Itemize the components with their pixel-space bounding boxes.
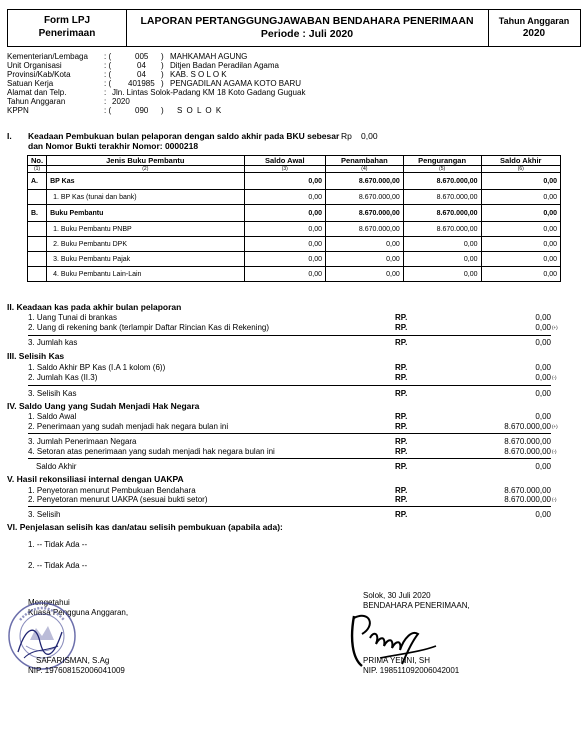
row-pengurangan: 0,00: [403, 237, 481, 252]
s5-row-label: 1. Penyetoran menurut Pembukuan Bendahara: [28, 486, 196, 495]
table-row: [28, 190, 561, 205]
s2-row-amount: 0,00: [535, 338, 551, 347]
section-4-title: IV. Saldo Uang yang Sudah Menjadi Hak Negara: [7, 401, 200, 411]
s5-row-rp: RP.: [395, 495, 408, 504]
row-name: 1. Buku Pembantu PNBP: [47, 222, 244, 237]
right-sign-place-date: Solok, 30 Juli 2020: [363, 591, 431, 600]
row-no: A.: [28, 173, 47, 190]
report-header: [7, 9, 581, 47]
row-name: 4. Buku Pembantu Lain-Lain: [47, 267, 244, 282]
left-sign-line1: Mengetahui: [28, 598, 70, 607]
s2-row-amount: 0,00: [535, 313, 551, 322]
row-name: 1. BP Kas (tunai dan bank): [47, 190, 244, 205]
right-sign-name: PRIMA YENNI, SH: [363, 656, 430, 665]
s5-row-rp: RP.: [395, 510, 408, 519]
section-1-amount: 0,00: [361, 131, 378, 141]
header-saldo-awal: Saldo Awal: [244, 156, 325, 166]
row-saldo-awal: 0,00: [244, 190, 325, 205]
row-penambahan: 8.670.000,00: [325, 222, 403, 237]
s2-row-label: 2. Uang di rekening bank (terlampir Daftar Rincian Kas di Rekening): [28, 323, 270, 332]
s4-row-label: 4. Setoran atas penerimaan yang sudah menjadi hak negara bulan ini: [28, 447, 275, 456]
s5-row-label: 3. Selisih: [28, 510, 61, 519]
form-code: Form LPJ: [43, 15, 91, 26]
table-body: [28, 173, 561, 282]
s4-row-rp: RP.: [395, 462, 408, 471]
row-pengurangan: 8.670.000,00: [403, 205, 481, 222]
ledger-table: [27, 155, 561, 282]
section-5-title: V. Hasil rekonsiliasi internal dengan UAKPA: [7, 474, 184, 484]
row-penambahan: 8.670.000,00: [325, 205, 403, 222]
s2-row-rp: RP.: [395, 338, 408, 347]
divider: [28, 433, 551, 434]
s3-row-mark: (-): [552, 375, 557, 380]
section-6-title: VI. Penjelasan selisih kas dan/atau selisih pembukuan (apabila ada):: [7, 522, 283, 532]
table-row: [28, 173, 561, 190]
s3-row-label: 2. Jumlah Kas (II.3): [28, 373, 98, 382]
s4-row-amount: 8.670.000,00: [504, 422, 551, 431]
s3-row-label: 1. Saldo Akhir BP Kas (I.A 1 kolom (6)): [28, 363, 166, 372]
report-period: Periode : Juli 2020: [260, 28, 354, 40]
section-1-subtitle: dan Nomor Bukti terakhir Nomor: 0000218: [28, 141, 199, 151]
s6-item: 1. -- Tidak Ada --: [28, 540, 88, 549]
row-pengurangan: 8.670.000,00: [403, 173, 481, 190]
s5-row-amount: 8.670.000,00: [504, 495, 551, 504]
report-title: LAPORAN PERTANGGUNGJAWABAN BENDAHARA PENERIMAAN: [140, 15, 474, 27]
row-penambahan: 8.670.000,00: [325, 190, 403, 205]
row-saldo-awal: 0,00: [244, 173, 325, 190]
s5-row-amount: 8.670.000,00: [504, 486, 551, 495]
row-saldo-awal: 0,00: [244, 252, 325, 267]
left-sign-nip: NIP. 197608152006041009: [28, 666, 125, 675]
row-name: Buku Pembantu: [47, 205, 244, 222]
s4-row-label: 3. Jumlah Penerimaan Negara: [28, 437, 137, 446]
s2-row-label: 3. Jumlah kas: [28, 338, 78, 347]
s5-row-rp: RP.: [395, 486, 408, 495]
section-1-rp: Rp: [341, 131, 352, 141]
table-header-row: [28, 156, 561, 166]
s3-row-rp: RP.: [395, 363, 408, 372]
table-row: [28, 205, 561, 222]
section-1-number: I.: [7, 131, 12, 141]
s3-row-rp: RP.: [395, 389, 408, 398]
row-saldo-awal: 0,00: [244, 237, 325, 252]
s5-row-amount: 0,00: [535, 510, 551, 519]
section-1-title: Keadaan Pembukuan bulan pelaporan dengan saldo akhir pada BKU sebesar: [28, 131, 340, 141]
row-saldo-akhir: 0,00: [481, 222, 561, 237]
s2-row-rp: RP.: [395, 323, 408, 332]
header-penambahan: Penambahan: [325, 156, 403, 166]
left-sign-line2: Kuasa Pengguna Anggaran,: [28, 608, 129, 617]
table-row: [28, 267, 561, 282]
s4-row-mark: (+): [552, 424, 558, 429]
row-no: [28, 252, 47, 267]
fiscal-year-value: 2020: [522, 28, 546, 39]
s6-item: 2. -- Tidak Ada --: [28, 561, 88, 570]
s4-row-amount: 0,00: [535, 412, 551, 421]
s4-row-amount: 0,00: [535, 462, 551, 471]
fiscal-year-label: Tahun Anggaran: [498, 16, 570, 26]
row-pengurangan: 8.670.000,00: [403, 222, 481, 237]
s4-row-mark: (-): [552, 449, 557, 454]
s4-row-label: Saldo Akhir: [36, 462, 77, 471]
s4-row-rp: RP.: [395, 412, 408, 421]
right-sign-nip: NIP. 198511092006042001: [363, 666, 460, 675]
row-saldo-akhir: 0,00: [481, 190, 561, 205]
s4-row-rp: RP.: [395, 447, 408, 456]
row-no: [28, 222, 47, 237]
s2-row-mark: (+): [552, 325, 558, 330]
row-saldo-awal: 0,00: [244, 267, 325, 282]
s4-row-rp: RP.: [395, 437, 408, 446]
divider: [28, 506, 551, 507]
fiscal-year-cell: [488, 10, 580, 46]
title-cell: [126, 10, 489, 46]
row-saldo-akhir: 0,00: [481, 173, 561, 190]
right-sign-role: BENDAHARA PENERIMAAN,: [363, 601, 470, 610]
row-name: 3. Buku Pembantu Pajak: [47, 252, 244, 267]
row-saldo-awal: 0,00: [244, 205, 325, 222]
row-penambahan: 0,00: [325, 237, 403, 252]
table-subheader-row: (1) (2) (3) (4) (5) (6): [28, 166, 561, 173]
row-name: 2. Buku Pembantu DPK: [47, 237, 244, 252]
section-3-title: III. Selisih Kas: [7, 351, 65, 361]
row-saldo-awal: 0,00: [244, 222, 325, 237]
row-saldo-akhir: 0,00: [481, 267, 561, 282]
row-saldo-akhir: 0,00: [481, 252, 561, 267]
s2-row-label: 1. Uang Tunai di brankas: [28, 313, 117, 322]
table-row: [28, 252, 561, 267]
divider: [28, 458, 551, 459]
row-saldo-akhir: 0,00: [481, 205, 561, 222]
row-saldo-akhir: 0,00: [481, 237, 561, 252]
row-no: [28, 190, 47, 205]
s2-row-amount: 0,00: [535, 323, 551, 332]
row-no: [28, 237, 47, 252]
s3-row-label: 3. Selisih Kas: [28, 389, 77, 398]
s5-row-mark: (-): [552, 497, 557, 502]
s4-row-rp: RP.: [395, 422, 408, 431]
left-sign-name: SAFARISMAN, S.Ag: [36, 656, 110, 665]
row-pengurangan: 8.670.000,00: [403, 190, 481, 205]
s4-row-amount: 8.670.000,00: [504, 447, 551, 456]
header-saldo-akhir: Saldo Akhir: [481, 156, 561, 166]
row-penambahan: 8.670.000,00: [325, 173, 403, 190]
s4-row-label: 1. Saldo Awal: [28, 412, 77, 421]
s3-row-amount: 0,00: [535, 363, 551, 372]
header-no: No.: [28, 156, 47, 166]
s5-row-label: 2. Penyetoran menurut UAKPA (sesuai bukti setor): [28, 495, 208, 504]
form-code-cell: [8, 10, 127, 46]
s4-row-amount: 8.670.000,00: [504, 437, 551, 446]
s3-row-amount: 0,00: [535, 389, 551, 398]
s2-row-rp: RP.: [395, 313, 408, 322]
s3-row-amount: 0,00: [535, 373, 551, 382]
header-pengurangan: Pengurangan: [403, 156, 481, 166]
s4-row-label: 2. Penerimaan yang sudah menjadi hak negara bulan ini: [28, 422, 229, 431]
divider: [28, 385, 551, 386]
row-no: B.: [28, 205, 47, 222]
divider: [28, 335, 551, 336]
form-type: Penerimaan: [38, 28, 96, 39]
s3-row-rp: RP.: [395, 373, 408, 382]
table-row: [28, 237, 561, 252]
row-name: BP Kas: [47, 173, 244, 190]
row-no: [28, 267, 47, 282]
row-pengurangan: 0,00: [403, 267, 481, 282]
row-penambahan: 0,00: [325, 267, 403, 282]
section-2-title: II. Keadaan kas pada akhir bulan pelaporan: [7, 302, 182, 312]
row-pengurangan: 0,00: [403, 252, 481, 267]
header-jenis: Jenis Buku Pembantu: [47, 156, 244, 166]
row-penambahan: 0,00: [325, 252, 403, 267]
table-row: [28, 222, 561, 237]
